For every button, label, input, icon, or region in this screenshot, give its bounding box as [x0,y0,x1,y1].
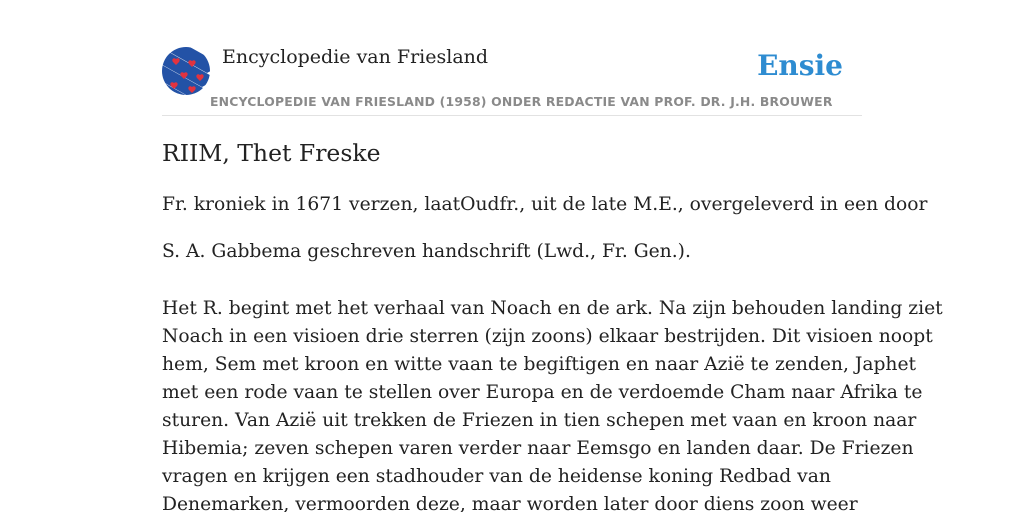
entry-paragraph: Fr. kroniek in 1671 verzen, laatOudfr., uit de late M.E., overgeleverd in een door [162,194,928,215]
frisian-flag-icon[interactable] [162,47,210,95]
body-line: hem, Sem met kroon en witte vaan te begiftigen en naar Azië te zenden, Japhet [162,354,917,375]
body-line: met een rode vaan te stellen over Europa en de verdoemde Cham naar Afrika te [162,382,923,403]
source-header [162,44,862,116]
source-title[interactable]: Encyclopedie van Friesland [222,46,489,68]
entry-paragraph: S. A. Gabbema geschreven handschrift (Lwd., Fr. Gen.). [162,241,691,262]
body-line: sturen. Van Azië uit trekken de Friezen in tien schepen met vaan en kroon naar [162,410,917,431]
source-subtitle: ENCYCLOPEDIE VAN FRIESLAND (1958) ONDER REDACTIE VAN PROF. DR. J.H. BROUWER [210,94,833,109]
body-line: Noach in een visioen drie sterren (zijn zoons) elkaar bestrijden. Dit visioen noopt [162,326,933,347]
body-line: Het R. begint met het verhaal van Noach en de ark. Na zijn behouden landing ziet [162,298,943,319]
body-line: Hibemia; zeven schepen varen verder naar Eemsgo en landen daar. De Friezen [162,438,914,459]
entry-title: RIIM, Thet Freske [162,139,381,167]
body-line: Denemarken, vermoorden deze, maar worden later door diens zoon weer [162,494,858,512]
body-line: vragen en krijgen een stadhouder van de heidense koning Redbad van [162,466,831,487]
ensie-logo-link[interactable]: Ensie [757,49,843,82]
entry-body [162,295,943,512]
